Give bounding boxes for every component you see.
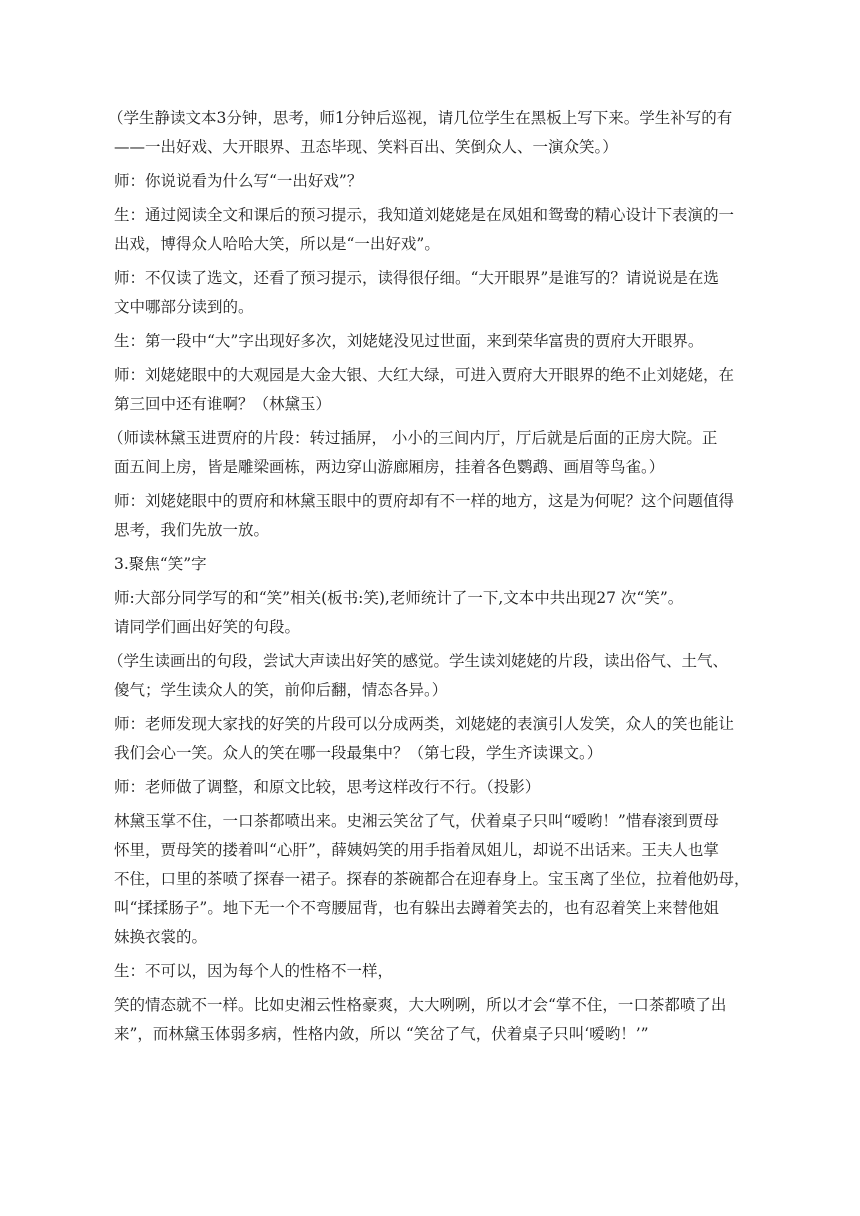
text-line: （学生静读文本3分钟，思考，师1分钟后巡视，请几位学生在黑板上写下来。学生补写的有 [108,109,733,127]
text-line: 怀里，贾母笑的搂着叫“心肝”，薛姨妈笑的用手指着凤姐儿，却说不出话来。王夫人也掌 [114,841,719,859]
text-line: 生：第一段中“大”字出现好多次，刘姥姥没见过世面，来到荣华富贵的贾府大开眼界。 [114,332,704,350]
paragraph [114,167,750,196]
text-line: （师读林黛玉进贾府的片段：转过插屏， 小小的三间内厅，厅后就是后面的正房大院。正 [108,429,718,447]
text-line: 妹换衣裳的。 [114,928,208,946]
text-line: 师:大部分同学写的和“笑”相关(板书:笑),老师统计了一下,文本中共出现27 次“笑”。 [114,589,684,607]
paragraph [114,807,750,952]
paragraph [114,584,750,642]
text-line: 来”，而林黛玉体弱多病，性格内敛，所以 “笑岔了气，伏着桌子只叫‘嗳哟！’” [114,1025,649,1043]
text-line: 师：你说说看为什么写“一出好戏”？ [114,172,363,190]
text-line: 叫“揉揉肠子”。地下无一个不弯腰屈背，也有躲出去蹲着笑去的，也有忍着笑上来替他姐 [114,899,719,917]
text-line: 我们会心一笑。众人的笑在哪一段最集中？（第七段，学生齐读课文。） [114,744,603,762]
text-line: 生：通过阅读全文和课后的预习提示，我知道刘姥姥是在凤姐和鸳鸯的精心设计下表演的一 [114,206,735,224]
text-line: 师：刘姥姥眼中的大观园是大金大银、大红大绿，可进入贾府大开眼界的绝不止刘姥姥，在 [114,366,735,384]
paragraph-gap [114,1049,750,1054]
document-body [108,104,750,1054]
paragraph [114,264,750,322]
text-line: 生：不可以，因为每个人的性格不一样， [114,962,394,980]
text-line: 请同学们画出好笑的句段。 [114,618,301,636]
text-line: 出戏，博得众人哈哈大笑，所以是“一出好戏”。 [114,235,440,253]
text-line: 师：不仅读了选文，还看了预习提示，读得很仔细。“大开眼界”是谁写的？请说说是在选 [114,269,719,287]
text-line: 面五间上房，皆是雕梁画栋，两边穿山游廊厢房，挂着各色鹦鹉、画眉等鸟雀。） [114,458,665,476]
text-line: 师：老师发现大家找的好笑的片段可以分成两类，刘姥姥的表演引人发笑，众人的笑也能让 [114,715,735,733]
paragraph [114,991,750,1049]
paragraph [114,487,750,545]
paragraph [108,647,750,705]
paragraph [114,201,750,259]
text-line: 师：刘姥姥眼中的贾府和林黛玉眼中的贾府却有不一样的地方，这是为何呢？这个问题值得 [114,492,735,510]
paragraph [108,104,750,162]
paragraph [114,773,750,802]
paragraph [108,424,750,482]
text-line: 林黛玉掌不住，一口茶都喷出来。史湘云笑岔了气，伏着桌子只叫“嗳哟！”惜春滚到贾母 [114,812,719,830]
text-line: （学生读画出的句段，尝试大声读出好笑的感觉。学生读刘姥姥的片段，读出俗气、土气、 [108,652,729,670]
text-line: 傻气；学生读众人的笑，前仰后翻，情态各异。） [114,681,448,699]
text-line: ——一出好戏、大开眼界、丑态毕现、笑料百出、笑倒众人、一演众笑。） [114,138,618,156]
text-line: 3.聚焦“笑”字 [114,555,207,573]
text-line: 思考，我们先放一放。 [114,521,270,539]
text-line: 文中哪部分读到的。 [114,298,254,316]
paragraph [114,327,750,356]
text-line: 不住，口里的茶喷了探春一裙子。探春的茶碗都合在迎春身上。宝玉离了坐位，拉着他奶母， [114,870,750,888]
paragraph [114,710,750,768]
paragraph [114,361,750,419]
document-page [108,104,750,1054]
paragraph [114,550,750,579]
text-line: 第三回中还有谁啊？（林黛玉） [114,395,332,413]
text-line: 笑的情态就不一样。比如史湘云性格豪爽，大大咧咧，所以才会“掌不住，一口茶都喷了出 [114,996,727,1014]
paragraph [114,957,750,986]
text-line: 师：老师做了调整，和原文比较，思考这样改行不行。（投影） [114,778,541,796]
